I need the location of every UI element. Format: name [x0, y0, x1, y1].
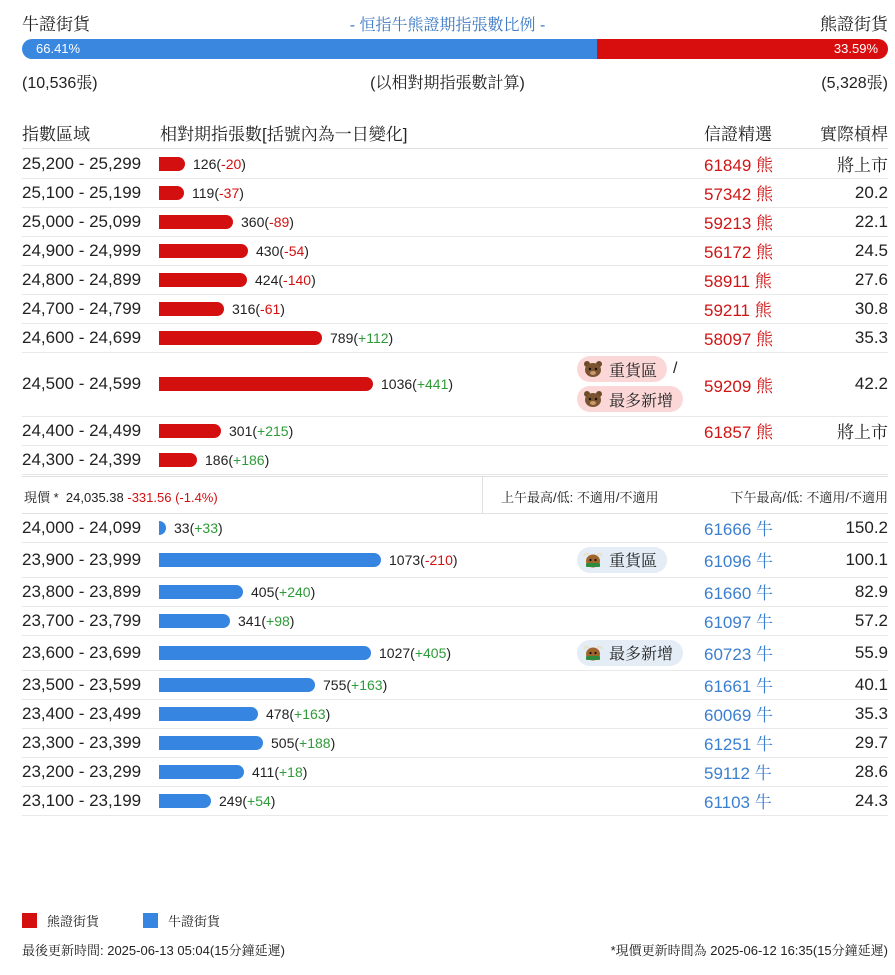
qty-bar-group	[159, 178, 244, 207]
qty-count: 755	[323, 676, 347, 693]
effective-leverage: 將上市	[837, 423, 888, 442]
bear-row	[22, 149, 888, 179]
qty-bar-group	[159, 236, 309, 265]
bull-row	[22, 728, 888, 758]
effective-leverage: 24.5	[854, 240, 888, 260]
tag-label: 最多新增	[609, 646, 674, 663]
legend-bull	[143, 911, 220, 930]
qty-bar-group	[159, 670, 387, 699]
bull-total-title: 牛證街貨	[22, 15, 90, 34]
bear-total-title: 熊證街貨	[820, 15, 888, 34]
index-range: 23,100 - 23,199	[22, 790, 142, 810]
bull-qty-bar	[159, 765, 244, 779]
last-updated: 最後更新時間: 2025-06-13 05:04(15分鐘延遲)	[22, 943, 285, 958]
qty-count: 505	[271, 734, 295, 751]
qty-bar-group	[159, 445, 269, 474]
qty-count: 316	[232, 300, 256, 317]
qty-value: 33(+33)	[174, 519, 223, 536]
qty-count: 1073	[389, 551, 421, 568]
warrant-code-link[interactable]: 61097 牛	[704, 613, 773, 632]
index-range: 24,900 - 24,999	[22, 240, 142, 260]
warrant-code-link[interactable]: 61660 牛	[704, 584, 773, 603]
bear-qty-bar	[159, 377, 373, 391]
qty-bar-group	[159, 786, 275, 815]
bull-row	[22, 513, 888, 543]
spot-change: -331.56 (-1.4%)	[127, 490, 218, 505]
effective-leverage: 20.2	[854, 182, 888, 202]
bull-qty-bar	[159, 678, 315, 692]
tag-separator: /	[673, 360, 678, 377]
bear-qty-bar	[159, 186, 184, 200]
qty-change: +18	[279, 763, 303, 780]
qty-value: 505(+188)	[271, 734, 336, 751]
warrant-code-link[interactable]: 61096 牛	[704, 552, 773, 571]
qty-bar-group	[159, 635, 451, 670]
qty-change: +163	[294, 705, 326, 722]
bear-qty-bar	[159, 157, 185, 171]
bear-ratio-segment: 33.59%	[597, 39, 888, 59]
qty-count: 33	[174, 519, 190, 536]
index-range: 25,000 - 25,099	[22, 211, 142, 231]
bear-row	[22, 352, 888, 417]
bear-icon	[583, 390, 603, 408]
col-header-qty: 相對期指張數[括號內為一日變化]	[160, 125, 408, 144]
bear-qty-bar	[159, 331, 322, 345]
bull-bear-ratio-bar	[22, 39, 888, 59]
qty-count: 411	[252, 763, 275, 780]
legend-bull-swatch	[143, 913, 158, 928]
bear-row	[22, 445, 888, 475]
bull-qty-bar	[159, 553, 381, 567]
warrant-code-link[interactable]: 59213 熊	[704, 214, 773, 233]
tag-group	[577, 635, 683, 670]
legend-bear-label: 熊證街貨	[47, 914, 100, 929]
effective-leverage: 40.1	[854, 674, 888, 694]
qty-change: -210	[424, 551, 453, 568]
spot-updated: *現價更新時間為 2025-06-12 16:35(15分鐘延遲)	[610, 943, 888, 958]
bear-row	[22, 416, 888, 446]
effective-leverage: 35.3	[854, 703, 888, 723]
qty-change: -140	[283, 271, 312, 288]
tag-pill[interactable]	[577, 547, 667, 573]
spot-value: 24,035.38	[65, 490, 124, 505]
bear-qty-bar	[159, 273, 247, 287]
warrant-code-link[interactable]: 61661 牛	[704, 677, 773, 696]
index-range: 24,600 - 24,699	[22, 327, 142, 347]
index-range: 24,300 - 24,399	[22, 449, 142, 469]
spot-price-bar	[22, 476, 888, 514]
tag-group	[577, 356, 683, 413]
effective-leverage: 42.2	[854, 374, 888, 393]
qty-bar-group	[159, 513, 223, 542]
qty-value: 405(+240)	[251, 583, 316, 600]
qty-change: +186	[233, 451, 265, 468]
qty-change: -89	[269, 213, 290, 230]
qty-bar-group	[159, 265, 316, 294]
bull-ratio-segment: 66.41%	[22, 39, 597, 59]
index-range: 24,400 - 24,499	[22, 420, 142, 440]
qty-count: 424	[255, 271, 279, 288]
qty-value: 301(+215)	[229, 422, 294, 439]
index-range: 23,500 - 23,599	[22, 674, 142, 694]
qty-count: 789	[330, 329, 354, 346]
qty-bar-group	[159, 699, 330, 728]
warrant-code-link[interactable]: 60069 牛	[704, 706, 773, 725]
index-range: 23,400 - 23,499	[22, 703, 142, 723]
index-range: 24,700 - 24,799	[22, 298, 142, 318]
tag-label: 最多新增	[609, 392, 674, 410]
effective-leverage: 57.2	[854, 610, 888, 630]
qty-count: 478	[266, 705, 290, 722]
pm-high-low: 下午最高/低: 不適用/不適用	[730, 490, 888, 505]
qty-bar-group	[159, 294, 285, 323]
bull-qty-bar	[159, 736, 263, 750]
bull-qty-bar	[159, 707, 258, 721]
bear-qty-bar	[159, 424, 221, 438]
effective-leverage: 100.1	[845, 549, 888, 569]
bull-qty-bar	[159, 794, 211, 808]
qty-value: 126(-20)	[193, 155, 246, 172]
bull-qty-bar	[159, 585, 243, 599]
bull-row	[22, 577, 888, 607]
warrant-code-link[interactable]: 60723 牛	[704, 645, 773, 664]
qty-count: 119	[192, 184, 215, 201]
warrant-code-link[interactable]: 61666 牛	[704, 520, 773, 539]
bear-row	[22, 207, 888, 237]
bear-row	[22, 323, 888, 353]
effective-leverage: 29.7	[854, 732, 888, 752]
tag-label: 重貨區	[609, 553, 658, 570]
qty-change: +240	[279, 583, 311, 600]
index-range: 25,200 - 25,299	[22, 153, 142, 173]
bear-icon	[583, 360, 603, 378]
effective-leverage: 27.6	[854, 269, 888, 289]
warrant-code-link[interactable]: 61103 牛	[704, 793, 772, 812]
bull-row	[22, 542, 888, 578]
qty-count: 249	[219, 792, 243, 809]
tag-group	[577, 542, 667, 577]
effective-leverage: 150.2	[845, 517, 888, 537]
bear-qty-bar	[159, 302, 224, 316]
warrant-code-link[interactable]: 61251 牛	[704, 735, 773, 754]
qty-bar-group	[159, 352, 453, 416]
qty-value: 186(+186)	[205, 451, 270, 468]
warrant-code-link[interactable]: 61857 熊	[704, 423, 773, 442]
qty-change: +441	[416, 376, 449, 392]
bull-row	[22, 670, 888, 700]
bear-count: (5,328張)	[821, 75, 888, 92]
index-range: 23,600 - 23,699	[22, 642, 142, 662]
qty-count: 1027	[379, 644, 411, 661]
qty-change: +54	[247, 792, 271, 809]
legend-bear-swatch	[22, 913, 37, 928]
effective-leverage: 24.3	[854, 790, 888, 810]
spot-price	[24, 487, 218, 506]
qty-bar-group	[159, 577, 315, 606]
qty-value: 789(+112)	[330, 329, 394, 346]
qty-change: -54	[284, 242, 305, 259]
calc-note: (以相對期指張數計算)	[370, 75, 525, 92]
qty-count: 430	[256, 242, 280, 259]
tag-pill[interactable]	[577, 640, 683, 666]
effective-leverage: 22.1	[854, 211, 888, 231]
qty-value: 360(-89)	[241, 213, 294, 230]
warrant-code-link[interactable]: 58911 熊	[704, 272, 772, 291]
qty-change: +215	[257, 422, 289, 439]
qty-value: 478(+163)	[266, 705, 331, 722]
qty-count: 186	[205, 451, 229, 468]
index-range: 23,900 - 23,999	[22, 549, 142, 569]
warrant-code-link[interactable]: 59211 熊	[704, 301, 772, 320]
legend-bear	[22, 911, 99, 930]
qty-bar-group	[159, 542, 458, 577]
bear-qty-bar	[159, 215, 233, 229]
qty-change: +163	[351, 676, 383, 693]
spot-label: 現價 *	[24, 490, 59, 505]
warrant-code-link[interactable]: 59209 熊	[704, 376, 773, 396]
mid-divider	[482, 477, 483, 513]
qty-bar-group	[159, 606, 294, 635]
qty-value: 119(-37)	[192, 184, 244, 201]
qty-value: 316(-61)	[232, 300, 285, 317]
qty-bar-group	[159, 728, 335, 757]
qty-count: 1036	[381, 376, 413, 392]
col-header-pick: 信證精選	[704, 125, 772, 144]
bull-row	[22, 606, 888, 636]
warrant-code-link[interactable]: 61849 熊	[704, 156, 773, 175]
qty-count: 360	[241, 213, 265, 230]
effective-leverage: 35.3	[854, 327, 888, 347]
qty-value: 1027(+405)	[379, 644, 452, 661]
qty-value: 755(+163)	[323, 676, 388, 693]
qty-bar-group	[159, 757, 307, 786]
index-range: 24,500 - 24,599	[22, 374, 142, 393]
bear-row	[22, 294, 888, 324]
qty-change: +33	[194, 519, 218, 536]
qty-bar-group	[159, 207, 294, 236]
qty-value: 1073(-210)	[389, 551, 458, 568]
index-range: 23,800 - 23,899	[22, 581, 142, 601]
bull-qty-bar	[159, 646, 371, 660]
qty-count: 341	[238, 612, 262, 629]
qty-change: +188	[299, 734, 331, 751]
index-range: 23,700 - 23,799	[22, 610, 142, 630]
qty-change: -61	[260, 300, 281, 317]
bear-row	[22, 265, 888, 295]
qty-change: -37	[219, 184, 240, 201]
qty-count: 405	[251, 583, 275, 600]
bear-qty-bar	[159, 453, 197, 467]
qty-change: +405	[414, 644, 447, 661]
qty-value: 341(+98)	[238, 612, 295, 629]
qty-bar-group	[159, 416, 293, 445]
bull-qty-bar	[159, 614, 230, 628]
qty-value: 411(+18)	[252, 763, 308, 780]
bull-count: (10,536張)	[22, 75, 98, 92]
bull-icon	[583, 551, 603, 569]
legend-bull-label: 牛證街貨	[168, 914, 221, 929]
ratio-title: - 恒指牛熊證期指張數比例 -	[349, 17, 546, 34]
index-range: 23,300 - 23,399	[22, 732, 142, 752]
col-header-leverage: 實際槓桿	[820, 125, 888, 144]
qty-value: 249(+54)	[219, 792, 276, 809]
effective-leverage: 將上市	[837, 156, 888, 175]
effective-leverage: 55.9	[854, 642, 888, 662]
index-range: 24,800 - 24,899	[22, 269, 142, 289]
index-range: 25,100 - 25,199	[22, 182, 142, 202]
warrant-code-link[interactable]: 57342 熊	[704, 185, 773, 204]
tag-heavy-zone[interactable]	[577, 356, 667, 382]
qty-change: +98	[266, 612, 290, 629]
tag-label: 重貨區	[609, 362, 658, 380]
qty-count: 126	[193, 155, 217, 172]
qty-count: 301	[229, 422, 253, 439]
effective-leverage: 30.8	[854, 298, 888, 318]
qty-change: -20	[221, 155, 242, 172]
warrant-code-link[interactable]: 59112 牛	[704, 764, 772, 783]
bull-row	[22, 786, 888, 816]
effective-leverage: 82.9	[854, 581, 888, 601]
bull-row	[22, 699, 888, 729]
qty-bar-group	[159, 323, 393, 352]
col-header-range: 指數區域	[22, 125, 90, 144]
bull-icon	[583, 644, 603, 662]
tag-most-added[interactable]	[577, 386, 683, 412]
index-range: 23,200 - 23,299	[22, 761, 142, 781]
qty-bar-group	[159, 149, 246, 178]
index-range: 24,000 - 24,099	[22, 517, 142, 537]
effective-leverage: 28.6	[854, 761, 888, 781]
qty-value: 430(-54)	[256, 242, 309, 259]
warrant-code-link[interactable]: 56172 熊	[704, 243, 773, 262]
warrant-code-link[interactable]: 58097 熊	[704, 330, 773, 349]
am-high-low: 上午最高/低: 不適用/不適用	[501, 490, 659, 505]
bull-qty-bar	[159, 521, 166, 535]
bear-qty-bar	[159, 244, 248, 258]
qty-value: 424(-140)	[255, 271, 316, 288]
bear-row	[22, 236, 888, 266]
bull-row	[22, 635, 888, 671]
bull-row	[22, 757, 888, 787]
bear-row	[22, 178, 888, 208]
qty-value: 1036(+441)	[381, 376, 454, 392]
qty-change: +112	[358, 329, 389, 346]
